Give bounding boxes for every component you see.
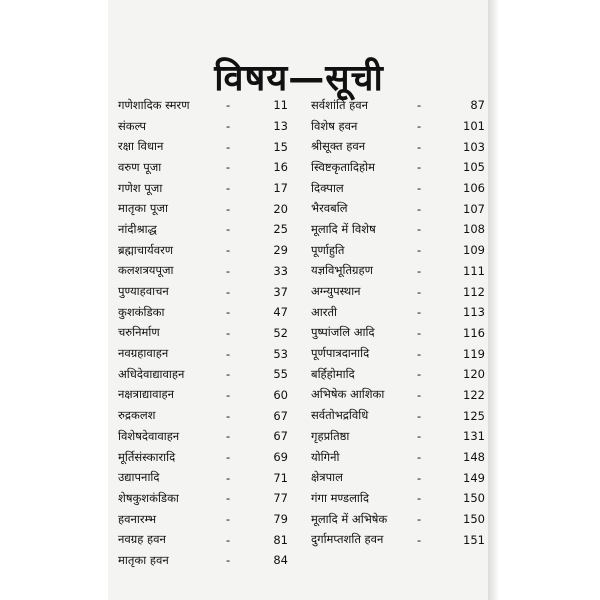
toc-entry-title: क्षेत्रपाल: [311, 470, 343, 485]
toc-entry-title: चरुनिर्माण: [118, 325, 160, 340]
toc-entry: [118, 385, 293, 406]
toc-entry: [311, 405, 487, 426]
toc-entry-page-number: 79: [273, 512, 288, 527]
toc-entry-title: नवग्रहावाहन: [118, 346, 169, 361]
toc-entry-dash: -: [226, 387, 231, 402]
toc-entry: [118, 488, 293, 509]
toc-entry: [118, 178, 293, 199]
toc-entry: [311, 488, 487, 509]
toc-entry-page-number: 69: [273, 450, 288, 465]
toc-entry-title: कलशत्रयपूजा: [118, 263, 174, 278]
toc-entry-title: अभिषेक आशिका: [311, 387, 385, 402]
toc-entry-dash: -: [417, 222, 422, 237]
toc-entry-dash: -: [417, 243, 422, 258]
toc-entry-title: दुर्गामप्तशति हवन: [311, 532, 384, 547]
toc-entry: [118, 95, 293, 116]
toc-entry-page-number: 119: [463, 346, 485, 361]
toc-entry-page-number: 53: [273, 346, 288, 361]
toc-entry-dash: -: [226, 181, 231, 196]
toc-entry-title: सर्वतोभद्रविधि: [311, 408, 369, 423]
toc-entry-dash: -: [417, 532, 422, 547]
toc-entry-page-number: 55: [273, 367, 288, 382]
toc-entry-dash: -: [226, 429, 231, 444]
toc-entry-title: श्रीसूक्त हवन: [311, 139, 366, 154]
toc-entry-title: मूर्तिसंस्कारादि: [118, 449, 176, 464]
toc-entry-page-number: 111: [463, 263, 485, 278]
toc-entry-page-number: 87: [470, 98, 485, 113]
toc-entry: [118, 529, 293, 550]
toc-entry-page-number: 37: [273, 284, 288, 299]
toc-entry-title: विशेष हवन: [311, 118, 358, 133]
toc-entry-title: भैरवबलि: [311, 201, 348, 216]
toc-entry-dash: -: [417, 512, 422, 527]
toc-entry-title: गंगा मण्डलादि: [311, 490, 369, 505]
toc-entry-title: योगिनी: [311, 449, 340, 464]
toc-entry-page-number: 25: [273, 222, 288, 237]
toc-entry-title: अग्न्युपस्थान: [311, 284, 361, 299]
toc-entry: [311, 343, 487, 364]
toc-entry-title: मातृका हवन: [118, 552, 169, 567]
toc-entry-page-number: 150: [463, 512, 485, 527]
toc-entry-dash: -: [417, 408, 422, 423]
toc-entry: [118, 136, 293, 157]
toc-entry: [311, 509, 487, 530]
toc-entry-page-number: 67: [273, 429, 288, 444]
toc-entry-dash: -: [226, 491, 231, 506]
toc-entry-dash: -: [226, 98, 231, 113]
toc-entry: [311, 219, 487, 240]
toc-entry-dash: -: [226, 408, 231, 423]
toc-entry-dash: -: [417, 263, 422, 278]
toc-entry-title: बर्हिहोमादि: [311, 366, 355, 381]
toc-entry: [311, 136, 487, 157]
toc-entry-title: पूर्णाहुति: [311, 242, 345, 257]
toc-entry-page-number: 33: [273, 263, 288, 278]
toc-entry: [311, 157, 487, 178]
toc-entry: [311, 281, 487, 302]
toc-entry-dash: -: [417, 139, 422, 154]
toc-entry-title: स्विष्टकृतादिहोम: [311, 159, 375, 174]
toc-entry: [118, 302, 293, 323]
toc-entry: [311, 385, 487, 406]
toc-entry-dash: -: [226, 553, 231, 568]
toc-entry-page-number: 105: [463, 160, 485, 175]
toc-entry-title: सर्वशांति हवन: [311, 97, 369, 112]
toc-entry-title: रक्षा विधान: [118, 139, 164, 154]
toc-entry-title: ब्रह्माचार्यवरण: [118, 242, 174, 257]
toc-entry-page-number: 113: [463, 305, 485, 320]
toc-entry: [118, 467, 293, 488]
toc-entry-dash: -: [417, 450, 422, 465]
toc-entry: [118, 550, 293, 571]
toc-entry-page-number: 108: [463, 222, 485, 237]
toc-entry-dash: -: [417, 325, 422, 340]
toc-entry-dash: -: [226, 512, 231, 527]
toc-entry: [118, 219, 293, 240]
toc-entry-page-number: 149: [463, 470, 485, 485]
toc-entry-dash: -: [226, 243, 231, 258]
toc-entry-dash: -: [417, 181, 422, 196]
toc-entry-page-number: 101: [463, 119, 485, 134]
toc-entry-dash: -: [417, 119, 422, 134]
toc-entry-dash: -: [417, 491, 422, 506]
toc-entry-dash: -: [226, 284, 231, 299]
toc-entry-title: नक्षत्राद्यावाहन: [118, 387, 175, 402]
toc-entry: [311, 95, 487, 116]
toc-entry-dash: -: [226, 305, 231, 320]
toc-entry-page-number: 109: [463, 243, 485, 258]
toc-entry-dash: -: [417, 346, 422, 361]
toc-entry-dash: -: [417, 305, 422, 320]
toc-entry-page-number: 103: [463, 139, 485, 154]
toc-entry-page-number: 11: [273, 98, 288, 113]
book-page: [108, 0, 490, 600]
toc-entry-dash: -: [417, 160, 422, 175]
toc-entry-dash: -: [417, 387, 422, 402]
toc-entry-title: वरुण पूजा: [118, 159, 162, 174]
toc-entry-page-number: 47: [273, 305, 288, 320]
toc-entry: [118, 157, 293, 178]
toc-entry: [118, 447, 293, 468]
toc-entry-title: नांदीश्राद्ध: [118, 221, 157, 236]
toc-entry-page-number: 20: [273, 201, 288, 216]
toc-entry: [118, 364, 293, 385]
toc-entry: [118, 116, 293, 137]
toc-entry-title: पूर्णपात्रदानादि: [311, 346, 370, 361]
toc-entry: [311, 178, 487, 199]
toc-entry-page-number: 60: [273, 387, 288, 402]
toc-entry-title: गणेश पूजा: [118, 180, 163, 195]
toc-entry-page-number: 122: [463, 387, 485, 402]
toc-entry-title: दिक्पाल: [311, 180, 344, 195]
toc-entry: [118, 198, 293, 219]
toc-entry-title: आरती: [311, 304, 337, 319]
toc-entry-page-number: 116: [463, 325, 485, 340]
toc-entry: [311, 323, 487, 344]
toc-entry-page-number: 148: [463, 450, 485, 465]
toc-entry-title: गृहप्रतिष्ठा: [311, 428, 350, 443]
page-title: विषय—सूची: [214, 58, 384, 100]
toc-entry-dash: -: [226, 222, 231, 237]
toc-entry-title: हवनारम्भ: [118, 511, 157, 526]
toc-entry-title: पुष्पांजलि आदि: [311, 325, 375, 340]
toc-entry-dash: -: [226, 367, 231, 382]
toc-entry-title: नवग्रह हवन: [118, 532, 166, 547]
toc-entry: [118, 323, 293, 344]
toc-entry: [311, 426, 487, 447]
toc-entry-page-number: 125: [463, 408, 485, 423]
toc-entry-title: पुण्याहवाचन: [118, 284, 169, 299]
toc-entry-title: कुशकंडिका: [118, 304, 165, 319]
toc-entry-title: मातृका पूजा: [118, 201, 168, 216]
toc-entry-page-number: 77: [273, 491, 288, 506]
toc-entry-dash: -: [417, 470, 422, 485]
toc-entry: [311, 240, 487, 261]
toc-entry: [118, 240, 293, 261]
toc-entry-page-number: 52: [273, 325, 288, 340]
toc-entry-dash: -: [226, 263, 231, 278]
toc-entry-page-number: 81: [273, 532, 288, 547]
toc-entry-page-number: 112: [463, 284, 485, 299]
toc-entry-dash: -: [417, 98, 422, 113]
toc-entry-title: गणेशादिक स्मरण: [118, 97, 190, 112]
toc-entry-dash: -: [417, 429, 422, 444]
toc-entry-page-number: 84: [273, 553, 288, 568]
toc-entry-page-number: 107: [463, 201, 485, 216]
toc-entry-page-number: 17: [273, 181, 288, 196]
toc-entry-page-number: 15: [273, 139, 288, 154]
toc-entry: [311, 467, 487, 488]
toc-entry: [311, 364, 487, 385]
toc-entry-dash: -: [226, 201, 231, 216]
toc-entry: [118, 343, 293, 364]
toc-entry: [311, 302, 487, 323]
toc-entry-dash: -: [226, 450, 231, 465]
toc-entry-dash: -: [226, 325, 231, 340]
toc-entry-dash: -: [226, 532, 231, 547]
toc-entry-page-number: 106: [463, 181, 485, 196]
toc-entry-page-number: 71: [273, 470, 288, 485]
toc-entry-title: संकल्प: [118, 118, 147, 133]
toc-entry-page-number: 150: [463, 491, 485, 506]
toc-entry: [311, 447, 487, 468]
toc-entry-title: रुद्रकलश: [118, 408, 156, 423]
toc-entry-title: अधिदेवाद्यावाहन: [118, 366, 185, 381]
page-edge-shadow: [488, 0, 498, 600]
toc-entry-title: यज्ञविभूतिग्रहण: [311, 263, 373, 278]
toc-entry-dash: -: [226, 139, 231, 154]
toc-entry-title: मूलादि में विशेष: [311, 221, 376, 236]
toc-entry-page-number: 120: [463, 367, 485, 382]
toc-entry-page-number: 29: [273, 243, 288, 258]
toc-entry-title: विशेषदेवावाहन: [118, 428, 180, 443]
toc-entry-title: उद्यापनादि: [118, 470, 160, 485]
toc-entry: [118, 509, 293, 530]
toc-entry: [118, 426, 293, 447]
toc-entry-dash: -: [417, 284, 422, 299]
toc-entry-page-number: 151: [463, 532, 485, 547]
toc-entry-dash: -: [226, 119, 231, 134]
toc-entry-page-number: 67: [273, 408, 288, 423]
toc-entry-page-number: 16: [273, 160, 288, 175]
toc-entry: [118, 405, 293, 426]
toc-entry-dash: -: [417, 367, 422, 382]
toc-entry-dash: -: [417, 201, 422, 216]
toc-entry-title: शेषकुशकंडिका: [118, 490, 179, 505]
toc-entry: [118, 281, 293, 302]
toc-column-right: [311, 95, 487, 550]
toc-entry: [118, 261, 293, 282]
toc-entry-dash: -: [226, 346, 231, 361]
toc-column-left: [118, 95, 293, 571]
toc-entry: [311, 261, 487, 282]
toc-entry: [311, 529, 487, 550]
toc-entry-page-number: 131: [463, 429, 485, 444]
toc-entry: [311, 198, 487, 219]
toc-entry: [311, 116, 487, 137]
toc-entry-page-number: 13: [273, 119, 288, 134]
toc-entry-dash: -: [226, 160, 231, 175]
toc-entry-dash: -: [226, 470, 231, 485]
toc-entry-title: मूलादि में अभिषेक: [311, 511, 388, 526]
